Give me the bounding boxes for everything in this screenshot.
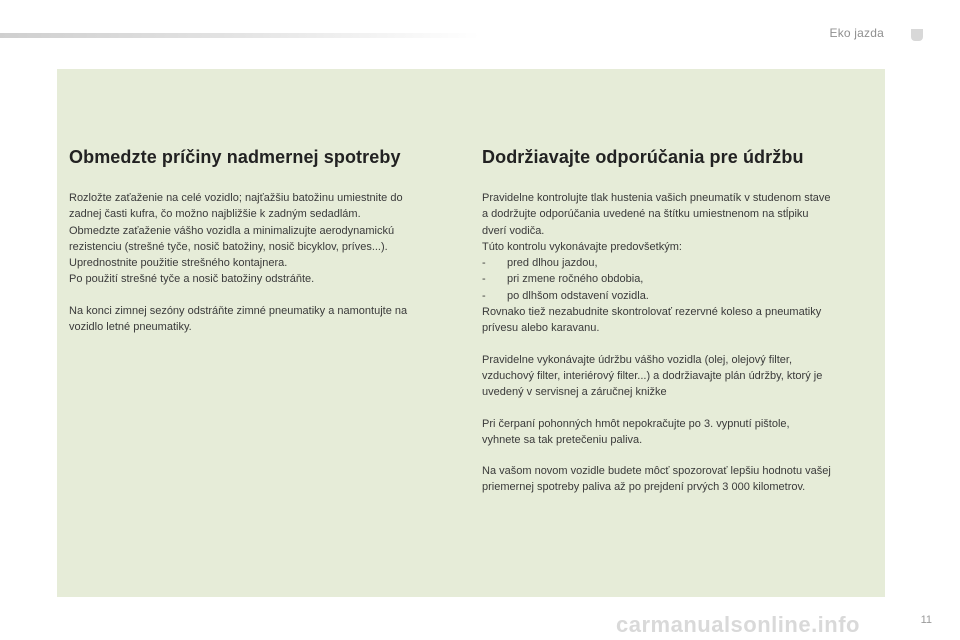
dash-list-item — [482, 255, 882, 271]
watermark: carmanualsonline.info — [616, 612, 860, 637]
text-line: Na vašom novom vozidle budete môcť spozorovať lepšiu hodnotu vašej — [482, 465, 831, 478]
content-panel — [57, 69, 885, 597]
section-title: Eko jazda — [829, 26, 884, 40]
text-line: uvedený v servisnej a záručnej knižke — [482, 386, 667, 399]
text-line: Rovnako tiež nezabudnite skontrolovať rezervné koleso a pneumatiky — [482, 306, 822, 319]
dash-list-item — [482, 271, 882, 287]
right-paragraph-2 — [482, 352, 882, 401]
dash-list-text: pred dlhou jazdou, — [507, 257, 598, 270]
text-line: rezistenciu (strešné tyče, nosič batožiny, nosič bicyklov, príves...). — [69, 240, 388, 253]
left-paragraph-2 — [69, 303, 449, 336]
text-line: Túto kontrolu vykonávajte predovšetkým: — [482, 240, 682, 253]
text-line: Pri čerpaní pohonných hmôt nepokračujte po 3. vypnutí pištole, — [482, 417, 790, 430]
right-paragraph-4 — [482, 463, 882, 496]
page-number: 11 — [920, 614, 932, 626]
dash-bullet: - — [482, 257, 486, 270]
dash-list-text: pri zmene ročného obdobia, — [507, 273, 644, 286]
text-line: vyhnete sa tak pretečeniu paliva. — [482, 433, 643, 446]
text-line: Po použití strešné tyče a nosič batožiny odstráňte. — [69, 273, 315, 286]
dash-list-text: po dlhšom odstavení vozidla. — [507, 289, 649, 302]
text-line: Pravidelne vykonávajte údržbu vášho vozidla (olej, olejový filter, — [482, 353, 792, 366]
dash-bullet: - — [482, 273, 486, 286]
text-line: Uprednostnite použitie strešného kontajnera. — [69, 257, 288, 270]
right-column — [482, 147, 882, 511]
left-heading: Obmedzte príčiny nadmernej spotreby — [69, 147, 401, 167]
text-line: Pravidelne kontrolujte tlak hustenia vašich pneumatík v studenom stave — [482, 192, 831, 204]
text-line: Na konci zimnej sezóny odstráňte zimné pneumatiky a namontujte na — [69, 304, 408, 317]
text-line: priemernej spotreby paliva až po prejdení prvých 3 000 kilometrov. — [482, 481, 806, 494]
right-paragraph-3 — [482, 416, 882, 449]
left-column — [69, 147, 449, 350]
text-line: zadnej časti kufra, čo možno najbližšie k zadným sedadlám. — [69, 208, 361, 221]
header-rule — [0, 33, 480, 38]
text-line: Obmedzte zaťaženie vášho vozidla a minimalizujte aerodynamickú — [69, 224, 395, 237]
text-line: prívesu alebo karavanu. — [482, 322, 600, 335]
left-paragraph-1 — [69, 190, 449, 288]
text-line: Rozložte zaťaženie na celé vozidlo; najťažšiu batožinu umiestnite do — [69, 192, 403, 204]
corner-tab-icon — [911, 29, 923, 41]
text-line: dverí vodiča. — [482, 224, 545, 237]
right-paragraph-1 — [482, 190, 882, 337]
text-line: vzduchový filter, interiérový filter...) a dodržiavajte plán údržby, ktorý je — [482, 369, 823, 382]
text-line: a dodržujte odporúčania uvedené na štítku umiestnenom na stĺpiku — [482, 208, 809, 221]
dash-bullet: - — [482, 289, 486, 302]
dash-list-item — [482, 288, 882, 304]
right-heading: Dodržiavajte odporúčania pre údržbu — [482, 147, 804, 167]
text-line: vozidlo letné pneumatiky. — [69, 321, 192, 334]
